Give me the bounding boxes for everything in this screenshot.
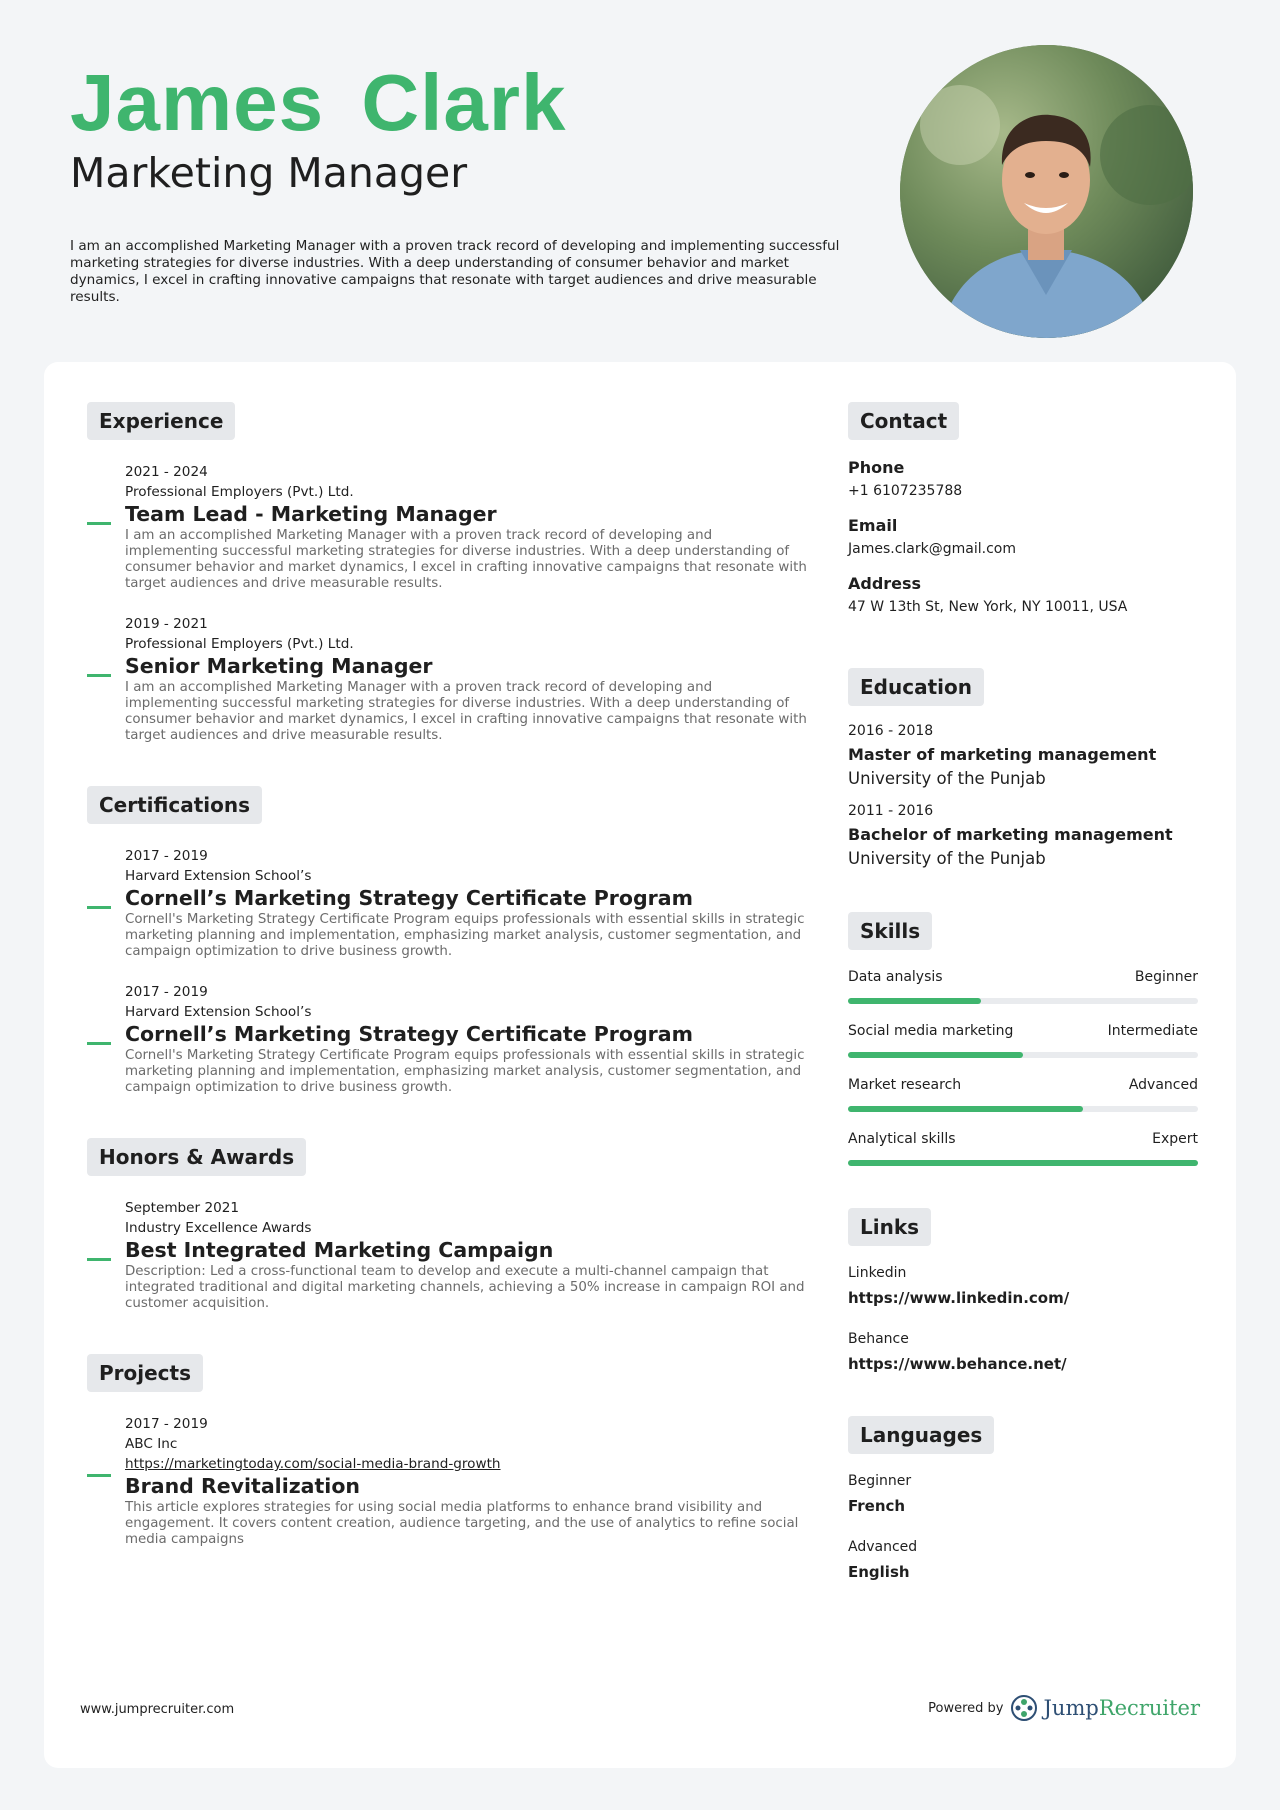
summary-text: I am an accomplished Marketing Manager with a proven track record of developing and implementing successful marketing strategies for diverse industries. With a deep understanding of consumer behavior and market dynamics, I excel in crafting innovative campaigns that resonate with target audiences and drive measurable results. — [70, 238, 840, 305]
entry-desc: This article explores strategies for using social media platforms to enhance brand visibility and engagement. It covers content creation, audience targeting, and the use of analytics to refine social media campaigns — [125, 1500, 799, 1547]
education-title: Education — [848, 668, 984, 706]
contact-phone — [848, 458, 1198, 500]
entry-title: Brand Revitalization — [125, 1474, 361, 1498]
brand-recruiter: Recruiter — [1098, 1696, 1200, 1720]
skill-row — [848, 1130, 1198, 1148]
phone-value: +1 6107235788 — [848, 483, 963, 499]
contact-address — [848, 574, 1198, 616]
entry-title: Senior Marketing Manager — [125, 654, 433, 678]
skill-level: Advanced — [1128, 1077, 1198, 1093]
entry-desc: Cornell's Marketing Strategy Certificate Program equips professionals with essential skills in strategic marketing planning and implementation, emphasizing market analysis, customer segmentation, and campaign optimization to drive business growth. — [125, 912, 805, 959]
entry-title: Cornell’s Marketing Strategy Certificate Program — [125, 1022, 693, 1046]
skill-item — [848, 1076, 1198, 1112]
entry-desc: I am an accomplished Marketing Manager with a proven track record of developing and implementing successful marketing strategies for diverse industries. With a deep understanding of consumer behavior and market dynamics, I excel in crafting innovative campaigns that resonate with target audiences and drive measurable results. — [125, 680, 807, 743]
skills-title: Skills — [848, 912, 932, 950]
entry-org: ABC Inc — [125, 1436, 178, 1452]
entry-org: Professional Employers (Pvt.) Ltd. — [125, 484, 354, 500]
education-school: University of the Punjab — [848, 769, 1046, 788]
education-entry — [848, 722, 1198, 790]
profile-photo — [900, 45, 1193, 338]
project-entry — [87, 1414, 807, 1548]
contact-title: Contact — [848, 402, 959, 440]
language-entry — [848, 1472, 1198, 1516]
entry-date: 2019 - 2021 — [125, 616, 208, 632]
dash-icon — [87, 1258, 111, 1261]
entry-org: Professional Employers (Pvt.) Ltd. — [125, 636, 354, 652]
brand-logo[interactable] — [1044, 1696, 1201, 1720]
entry-org: Harvard Extension School’s — [125, 1004, 312, 1020]
skill-bar — [848, 1106, 1198, 1112]
honor-entry — [87, 1198, 807, 1312]
last-name: Clark — [361, 58, 567, 147]
entry-org: Harvard Extension School’s — [125, 868, 312, 884]
languages-section — [848, 1416, 1198, 1582]
skill-row — [848, 1022, 1198, 1040]
skills-section — [848, 912, 1198, 1166]
honors-section — [87, 1138, 807, 1312]
skill-name: Data analysis — [848, 969, 943, 985]
experience-entry — [87, 614, 807, 744]
entry-date: 2017 - 2019 — [125, 984, 208, 1000]
projects-title: Projects — [87, 1354, 203, 1392]
link-url[interactable]: https://www.linkedin.com/ — [848, 1289, 1070, 1307]
phone-label: Phone — [848, 458, 905, 477]
entry-title: Best Integrated Marketing Campaign — [125, 1238, 554, 1262]
skill-row — [848, 968, 1198, 986]
language-name: French — [848, 1497, 906, 1515]
contact-section — [848, 402, 1198, 616]
entry-desc: Description: Led a cross-functional team to develop and execute a multi-channel campaign that integrated traditional and digital marketing channels, achieving a 50% increase in campaign ROI and customer acquisition. — [125, 1264, 805, 1311]
resume-card — [44, 362, 1236, 1768]
language-level: Advanced — [848, 1539, 918, 1555]
skill-name: Analytical skills — [848, 1131, 956, 1147]
skill-bar-fill — [848, 998, 981, 1004]
certifications-title: Certifications — [87, 786, 262, 824]
certification-entry — [87, 846, 807, 960]
education-degree: Bachelor of marketing management — [848, 825, 1173, 844]
entry-date: 2017 - 2019 — [125, 1416, 208, 1432]
person-photo-icon — [900, 45, 1193, 338]
education-date: 2016 - 2018 — [848, 723, 934, 739]
skill-name: Social media marketing — [848, 1023, 1014, 1039]
links-section — [848, 1208, 1198, 1374]
email-value: James.clark@gmail.com — [848, 541, 1016, 557]
skill-bar-fill — [848, 1106, 1083, 1112]
skill-bar — [848, 1160, 1198, 1166]
education-date: 2011 - 2016 — [848, 803, 934, 819]
entry-date: 2021 - 2024 — [125, 464, 208, 480]
entry-desc: Cornell's Marketing Strategy Certificate Program equips professionals with essential skills in strategic marketing planning and implementation, emphasizing market analysis, customer segmentation, and campaign optimization to drive business growth. — [125, 1048, 805, 1095]
skill-item — [848, 968, 1198, 1004]
education-entry — [848, 802, 1198, 870]
links-title: Links — [848, 1208, 931, 1246]
skill-bar-fill — [848, 1160, 1198, 1166]
skill-bar — [848, 1052, 1198, 1058]
first-name: James — [70, 58, 325, 147]
globe-people-icon — [1010, 1694, 1038, 1722]
skill-item — [848, 1022, 1198, 1058]
skill-row — [848, 1076, 1198, 1094]
footer-brand — [928, 1694, 1200, 1722]
address-value: 47 W 13th St, New York, NY 10011, USA — [848, 599, 1128, 615]
skill-item — [848, 1130, 1198, 1166]
projects-section — [87, 1354, 807, 1548]
dash-icon — [87, 674, 111, 677]
skills-list — [848, 968, 1198, 1166]
education-degree: Master of marketing management — [848, 745, 1157, 764]
link-entry — [848, 1264, 1198, 1308]
language-entry — [848, 1538, 1198, 1582]
skill-level: Beginner — [1134, 969, 1198, 985]
skill-bar — [848, 998, 1198, 1004]
link-label: Linkedin — [848, 1265, 907, 1281]
brand-jump: Jump — [1043, 1696, 1099, 1720]
skill-bar-fill — [848, 1052, 1023, 1058]
candidate-name — [70, 60, 860, 146]
project-link[interactable]: https://marketingtoday.com/social-media-brand-growth — [125, 1456, 501, 1472]
experience-title: Experience — [87, 402, 235, 440]
dash-icon — [87, 1474, 111, 1477]
address-label: Address — [848, 574, 922, 593]
dash-icon — [87, 1042, 111, 1045]
candidate-role: Marketing Manager — [70, 149, 468, 197]
skill-level: Expert — [1152, 1131, 1198, 1147]
contact-email — [848, 516, 1198, 558]
honors-title: Honors & Awards — [87, 1138, 306, 1176]
dash-icon — [87, 522, 111, 525]
link-entry — [848, 1330, 1198, 1374]
right-column — [848, 402, 1198, 1624]
experience-section — [87, 402, 807, 744]
language-name: English — [848, 1563, 910, 1581]
footer-website[interactable]: www.jumprecruiter.com — [80, 1702, 235, 1717]
entry-org: Industry Excellence Awards — [125, 1220, 312, 1236]
education-school: University of the Punjab — [848, 849, 1046, 868]
left-column — [87, 402, 807, 1590]
entry-date: September 2021 — [125, 1200, 240, 1216]
entry-desc: I am an accomplished Marketing Manager with a proven track record of developing and implementing successful marketing strategies for diverse industries. With a deep understanding of consumer behavior and market dynamics, I excel in crafting innovative campaigns that resonate with target audiences and drive measurable results. — [125, 528, 807, 591]
entry-title: Cornell’s Marketing Strategy Certificate Program — [125, 886, 693, 910]
skill-level: Intermediate — [1107, 1023, 1198, 1039]
email-label: Email — [848, 516, 898, 535]
link-url[interactable]: https://www.behance.net/ — [848, 1355, 1067, 1373]
dash-icon — [87, 906, 111, 909]
certifications-section — [87, 786, 807, 1096]
experience-entry — [87, 462, 807, 592]
languages-title: Languages — [848, 1416, 994, 1454]
skill-name: Market research — [848, 1077, 962, 1093]
language-level: Beginner — [848, 1473, 912, 1489]
certification-entry — [87, 982, 807, 1096]
entry-title: Team Lead - Marketing Manager — [125, 502, 497, 526]
entry-date: 2017 - 2019 — [125, 848, 208, 864]
resume-header — [70, 60, 860, 306]
education-section — [848, 668, 1198, 870]
powered-by-label: Powered by — [928, 1700, 1004, 1716]
link-label: Behance — [848, 1331, 909, 1347]
